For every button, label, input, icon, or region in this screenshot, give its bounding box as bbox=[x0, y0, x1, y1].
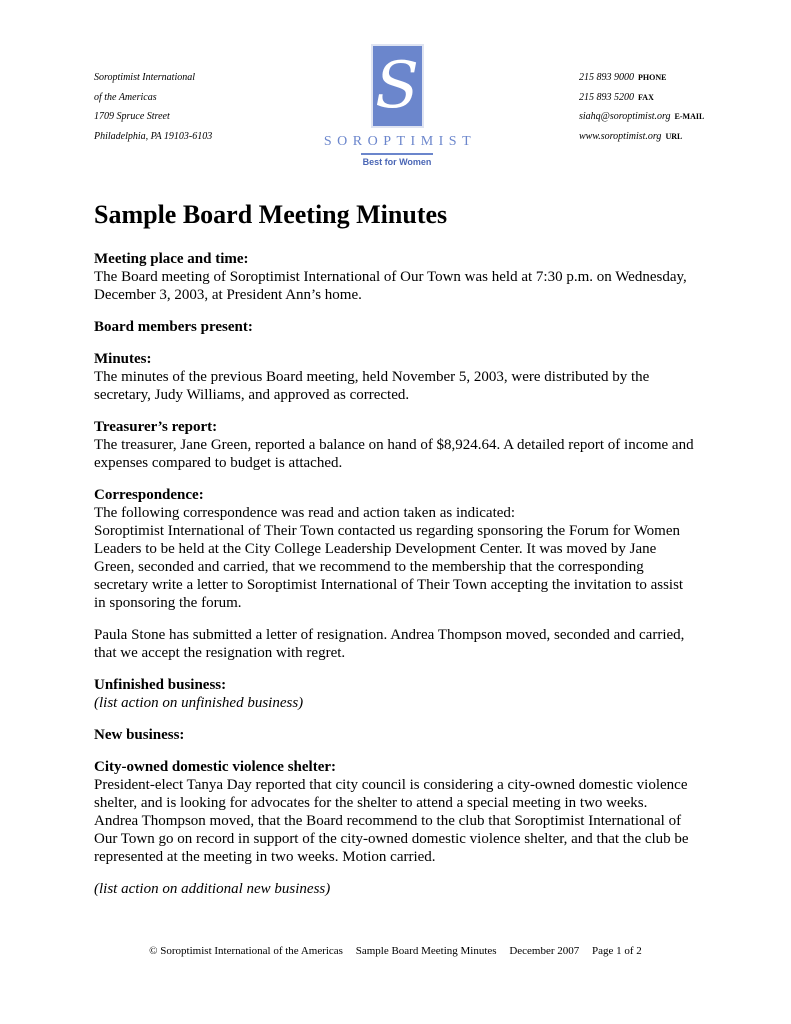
section-new-business: New business: bbox=[94, 727, 185, 743]
footer-date: December 2007 bbox=[509, 945, 580, 957]
contact-url[interactable]: www.soroptimist.org URL bbox=[579, 130, 683, 142]
footer-page: Page 1 of 2 bbox=[592, 945, 642, 957]
section-additional: (list action on additional new business) bbox=[94, 881, 331, 897]
address-line: Philadelphia, PA 19103-6103 bbox=[94, 130, 213, 142]
page-title: Sample Board Meeting Minutes bbox=[94, 200, 448, 229]
contact-block bbox=[579, 68, 704, 146]
section-shelter: City-owned domestic violence shelter: President-elect Tanya Day reported that city council is considering a city-owned domestic violence shelter, and is looking for advocates for the shelter to attend a special meeting in two weeks. Andrea Thompson moved, that the Board recommend to the club that Soroptimist International of Our Town go on record in support of the city-owned domestic violence shelter, and that the club be represented at the meeting in two weeks. Motion carried. bbox=[94, 759, 689, 865]
contact-fax: 215 893 5200 FAX bbox=[579, 91, 654, 103]
soroptimist-logo bbox=[312, 44, 482, 167]
address-line: Soroptimist International bbox=[94, 72, 196, 83]
minutes-body bbox=[94, 250, 694, 912]
section-treasurer: Treasurer’s report: The treasurer, Jane Green, reported a balance on hand of $8,924.64. A detailed report of income and expenses compared to budget is attached. bbox=[94, 419, 694, 471]
logo-tagline: Best for Women bbox=[362, 157, 432, 167]
contact-email[interactable]: siahq@soroptimist.org E-MAIL bbox=[579, 111, 705, 122]
logo-rule bbox=[361, 153, 433, 155]
section-correspondence: Correspondence: The following correspondence was read and action taken as indicated: Soroptimist International of Their Town contacted us regarding sponsoring the Forum for Women Leaders to be held at the City College Leadership Development Center. It was moved by Jane Green, seconded and carried, that we recommend to the membership that the corresponding secretary write a letter to Soroptimist International of Their Town accepting the invitation to assist in sponsoring the forum. bbox=[94, 487, 684, 611]
section-board-members: Board members present: bbox=[94, 319, 253, 335]
footer-doc: Sample Board Meeting Minutes bbox=[355, 945, 497, 957]
section-resignation: Paula Stone has submitted a letter of resignation. Andrea Thompson moved, seconded and carried, that we accept the resignation with regret. bbox=[94, 627, 685, 661]
address-line: 1709 Spruce Street bbox=[94, 111, 170, 122]
footer-copyright: © Soroptimist International of the Americas bbox=[149, 945, 343, 957]
section-unfinished: Unfinished business: (list action on unfinished business) bbox=[94, 677, 304, 711]
logo-wordmark: SOROPTIMIST bbox=[323, 134, 477, 149]
section-minutes: Minutes: The minutes of the previous Board meeting, held November 5, 2003, were distributed by the secretary, Judy Williams, and approved as corrected. bbox=[94, 351, 650, 403]
page-footer bbox=[0, 945, 791, 957]
section-meeting-place: Meeting place and time: The Board meeting of Soroptimist International of Our Town was held at 7:30 p.m. on Wednesday, December 3, 2003, at President Ann’s home. bbox=[94, 251, 687, 303]
address-block bbox=[94, 68, 212, 146]
address-line: of the Americas bbox=[94, 91, 157, 103]
logo-s-icon: S bbox=[371, 44, 424, 128]
contact-phone: 215 893 9000 PHONE bbox=[579, 72, 667, 83]
